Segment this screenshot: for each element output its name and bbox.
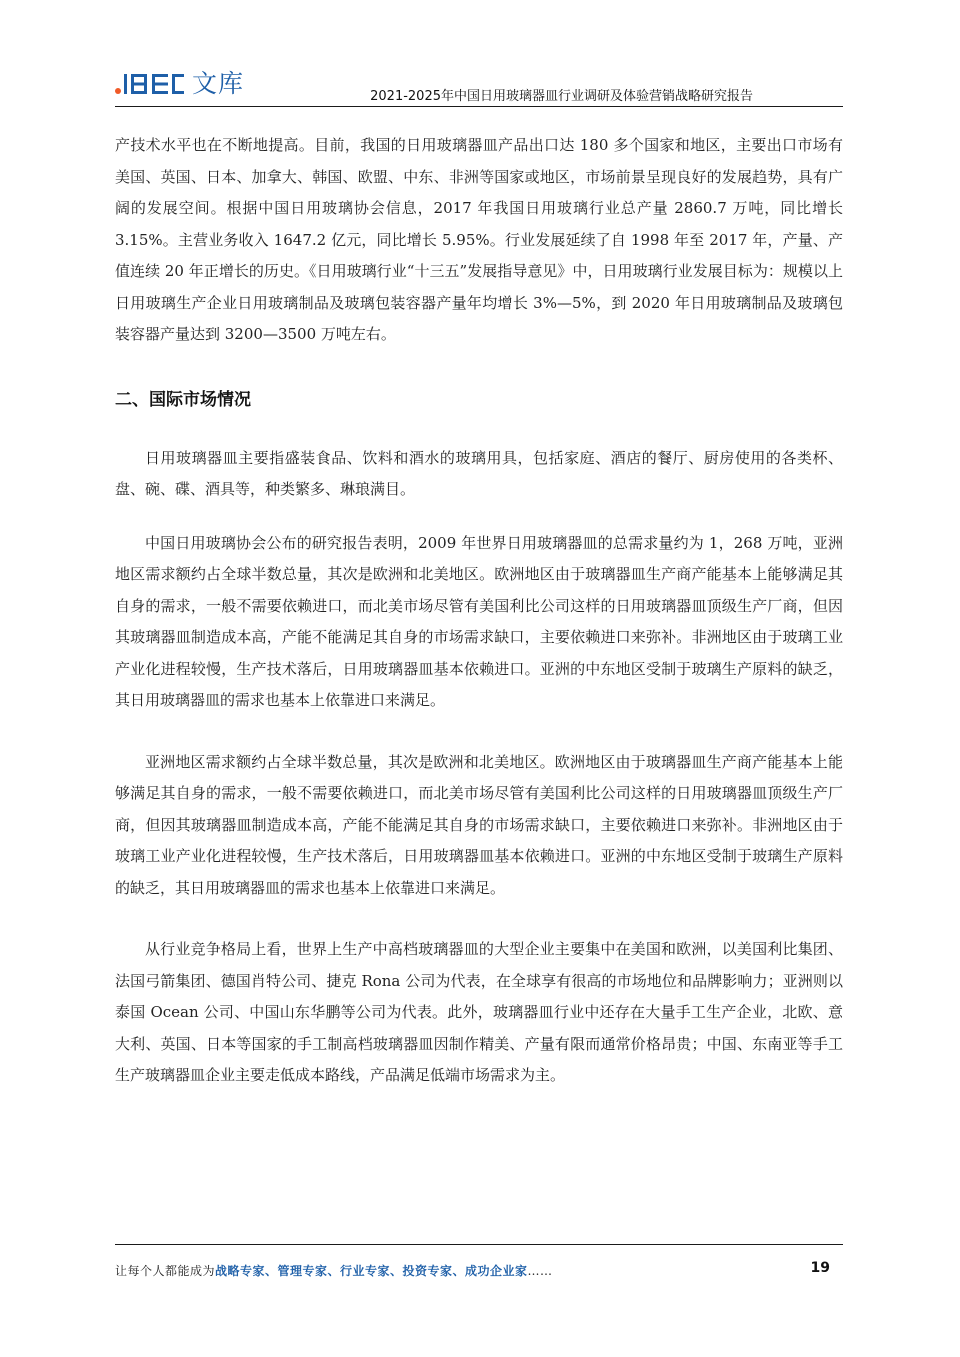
spacer — [115, 717, 843, 747]
logo-mark-icon — [124, 72, 186, 96]
paragraph-1: 产技术水平也在不断地提高。目前，我国的日用玻璃器皿产品出口达 180 多个国家和地区，主要出口市场有美国、英国、日本、加拿大、韩国、欧盟、中东、非洲等国家或地区，市场前景呈现良好的发展趋势，具有广阔的发展空间。根据中国日用玻璃协会信息，2017 年我国日用玻璃行业总产量 2860.7 万吨，同比增长 3.15%。主营业务收入 1647.2 亿元，同比增长 5.95%。行业发展延续了自 1998 年至 2017 年，产量、产值连续 20 年正增长的历史。《日用玻璃行业“十三五”发展指导意见》中，日用玻璃行业发展目标为：规模以上日用玻璃生产企业日用玻璃制品及玻璃包装容器产量年均增长 3%—5%，到 2020 年日用玻璃制品及玻璃包装容器产量达到 3200—3500 万吨左右。 — [115, 136, 843, 343]
footer-slogan-prefix: 让每个人都能成为 — [115, 1264, 216, 1278]
spacer — [115, 506, 843, 528]
footer-slogan — [115, 1262, 553, 1279]
spacer — [115, 904, 843, 934]
footer-slogan-suffix: …… — [527, 1264, 553, 1278]
section-title: 二、国际市场情况 — [115, 389, 251, 410]
report-title: 2021-2025年中国日用玻璃器皿行业调研及体验营销战略研究报告 — [370, 89, 753, 104]
footer-slogan-highlight: 战略专家、管理专家、行业专家、投资专家、成功企业家 — [215, 1264, 528, 1278]
logo-dot-icon — [115, 88, 121, 94]
spacer — [115, 351, 843, 385]
logo-text: 文库 — [192, 69, 245, 98]
paragraph-5: 从行业竞争格局上看，世界上生产中高档玻璃器皿的大型企业主要集中在美国和欧洲，以美国利比集团、法国弓箭集团、德国肖特公司、捷克 Rona 公司为代表，在全球享有很高的市场地位和品牌影响力；亚洲则以泰国 Ocean 公司、中国山东华鹏等公司为代表。此外，玻璃器皿行业中还存在大量手工生产企业，北欧、意大利、英国、日本等国家的手工制高档玻璃器皿因制作精美、产量有限而通常价格昂贵；中国、东南亚等手工生产玻璃器皿企业主要走低成本路线，产品满足低端市场需求为主。 — [115, 940, 843, 1084]
spacer — [115, 415, 843, 443]
paragraph-3: 中国日用玻璃协会公布的研究报告表明，2009 年世界日用玻璃器皿的总需求量约为 1，268 万吨，亚洲地区需求额约占全球半数总量，其次是欧洲和北美地区。欧洲地区由于玻璃器皿生产商产能基本上能够满足其自身的需求，一般不需要依赖进口，而北美市场尽管有美国利比公司这样的日用玻璃器皿顶级生产厂商，但因其玻璃器皿制造成本高，产能不能满足其自身的市场需求缺口，主要依赖进口来弥补。非洲地区由于玻璃工业产业化进程较慢，生产技术落后，日用玻璃器皿基本依赖进口。亚洲的中东地区受制于玻璃生产原料的缺乏，其日用玻璃器皿的需求也基本上依靠进口来满足。 — [115, 533, 843, 709]
page-header — [115, 64, 843, 107]
logo — [115, 68, 244, 100]
page-number: 19 — [810, 1260, 830, 1276]
page-body — [115, 130, 843, 1092]
footer-divider — [115, 1244, 843, 1245]
paragraph-4: 亚洲地区需求额约占全球半数总量，其次是欧洲和北美地区。欧洲地区由于玻璃器皿生产商产能基本上能够满足其自身的需求，一般不需要依赖进口，而北美市场尽管有美国利比公司这样的日用玻璃器皿顶级生产厂商，但因其玻璃器皿制造成本高，产能不能满足其自身的市场需求缺口，主要依赖进口来弥补。非洲地区由于玻璃工业产业化进程较慢，生产技术落后，日用玻璃器皿基本依赖进口。亚洲的中东地区受制于玻璃生产原料的缺乏，其日用玻璃器皿的需求也基本上依靠进口来满足。 — [115, 752, 843, 897]
paragraph-2: 日用玻璃器皿主要指盛装食品、饮料和酒水的玻璃用具，包括家庭、酒店的餐厅、厨房使用的各类杯、盘、碗、碟、酒具等，种类繁多、琳琅满目。 — [115, 448, 843, 498]
